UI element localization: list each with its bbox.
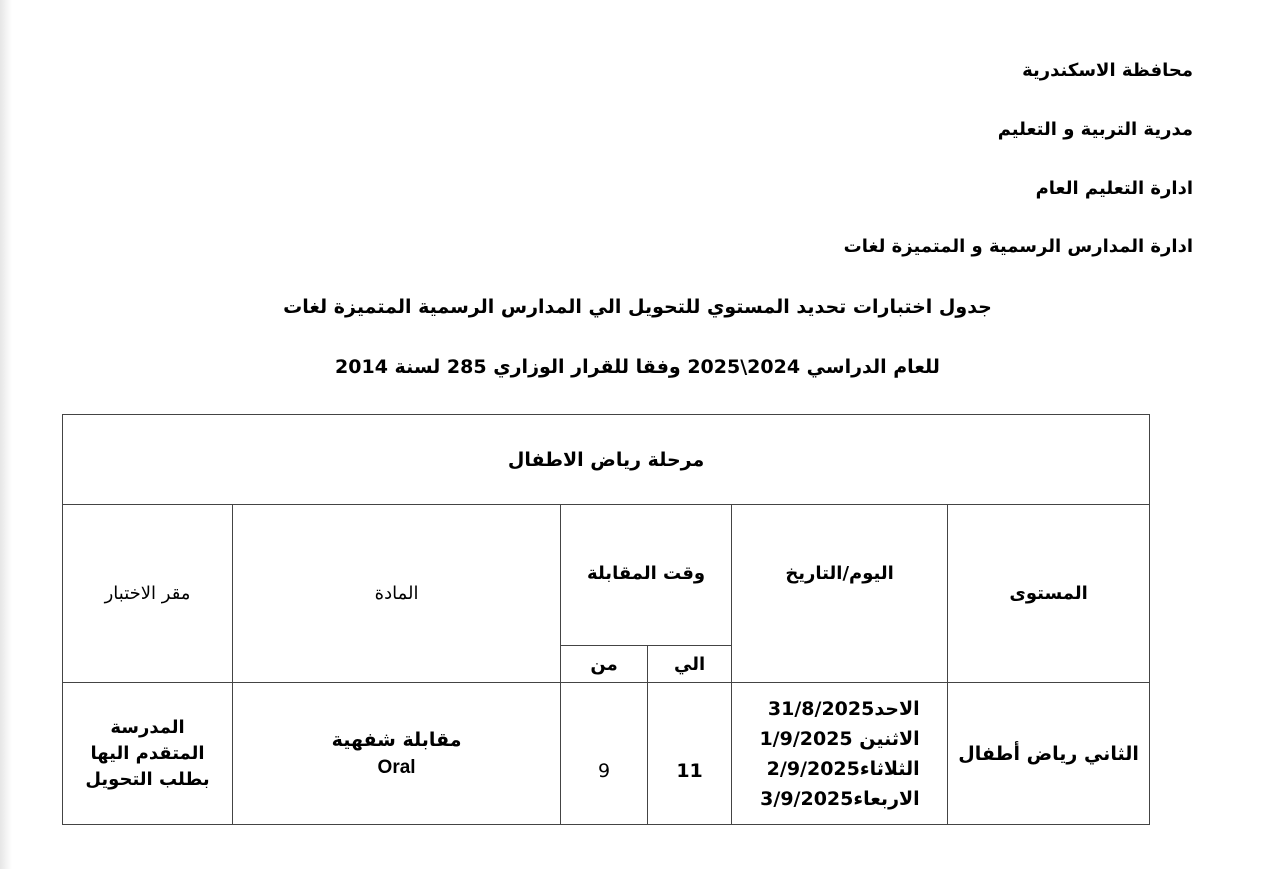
location-header: مقر الاختبار [63, 505, 233, 683]
subject-header: المادة [233, 505, 561, 683]
date-wednesday: الاربعاء3/9/2025 [760, 787, 920, 810]
level-header: المستوى [948, 505, 1150, 683]
day-date-header: اليوم/التاريخ [732, 505, 948, 683]
schools-admin-heading: ادارة المدارس الرسمية و المتميزة لغات [843, 236, 1193, 257]
to-header: الي [648, 646, 732, 683]
subject-arabic: مقابلة شفهية [331, 728, 462, 751]
location-line-3: بطلب التحويل [85, 768, 210, 790]
date-monday: الاثنين 1/9/2025 [759, 727, 920, 750]
dates-list [759, 694, 919, 814]
interview-time-header: وقت المقابلة [561, 505, 732, 646]
location-cell [63, 683, 233, 825]
date-sunday: الاحد31/8/2025 [767, 697, 920, 720]
dates-cell [732, 683, 948, 825]
subject-english: Oral [377, 756, 416, 778]
directorate-heading: مدرية التربية و التعليم [997, 119, 1193, 140]
document-subtitle: للعام الدراسي 2024\2025 وفقا للقرار الوزاري 285 لسنة 2014 [335, 356, 940, 378]
document-title: جدول اختبارات تحديد المستوي للتحويل الي المدارس الرسمية المتميزة لغات [283, 296, 992, 318]
to-time-cell: 11 [648, 683, 732, 825]
level-cell: الثاني رياض أطفال [948, 683, 1150, 825]
from-header: من [561, 646, 648, 683]
schedule-table [62, 414, 1150, 825]
subject-cell [233, 683, 561, 825]
location-line-1: المدرسة [110, 716, 185, 738]
stage-header: مرحلة رياض الاطفال [63, 415, 1150, 505]
general-education-heading: ادارة التعليم العام [1035, 178, 1193, 199]
governorate-heading: محافظة الاسكندرية [1022, 60, 1193, 81]
location-line-2: المتقدم اليها [90, 742, 205, 764]
from-time-cell: 9 [561, 683, 648, 825]
date-tuesday: الثلاثاء2/9/2025 [766, 757, 920, 780]
